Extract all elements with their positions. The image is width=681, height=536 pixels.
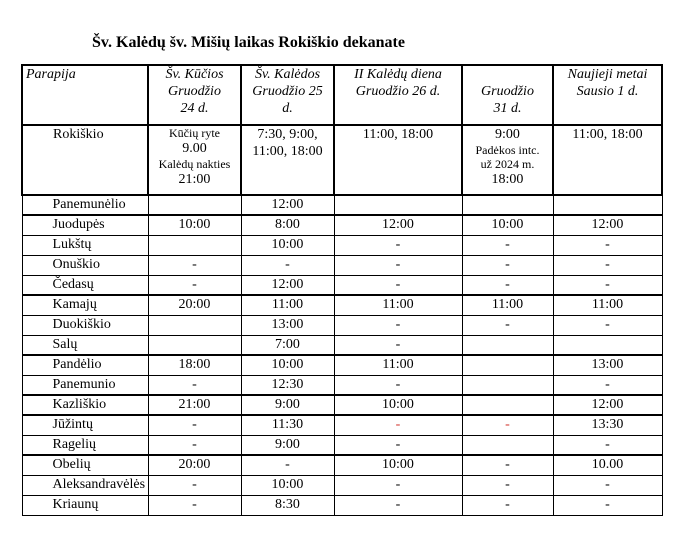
cell-dec-25: 12:30 xyxy=(241,375,334,395)
cell-dec-24: Kūčių ryte 9.00 Kalėdų nakties 21:00 xyxy=(148,125,241,195)
cell-dec-25: - xyxy=(241,455,334,475)
cell-dec-31: - xyxy=(462,475,553,495)
cell-jan-1: 13:30 xyxy=(553,415,662,435)
table-row xyxy=(22,315,662,335)
cell-jan-1: - xyxy=(553,255,662,275)
cell-dec-31: - xyxy=(462,455,553,475)
cell-dec-26: - xyxy=(334,475,462,495)
cell-dec-31: - xyxy=(462,275,553,295)
parish-name: Rokiškio xyxy=(22,125,148,195)
parish-name: Duokiškio xyxy=(22,315,148,335)
cell-dec-26: - xyxy=(334,375,462,395)
cell-dec-31: 11:00 xyxy=(462,295,553,315)
cell-dec-24: - xyxy=(148,275,241,295)
table-header-row xyxy=(22,65,662,125)
cell-dec-31 xyxy=(462,395,553,415)
cell-dec-26: 11:00 xyxy=(334,355,462,375)
cell-jan-1: - xyxy=(553,375,662,395)
cell-jan-1 xyxy=(553,335,662,355)
cell-dec-24: - xyxy=(148,415,241,435)
mass-schedule-table xyxy=(21,64,663,516)
cell-dec-24: - xyxy=(148,375,241,395)
parish-name: Jūžintų xyxy=(22,415,148,435)
cell-dec-25: 12:00 xyxy=(241,275,334,295)
cell-jan-1: - xyxy=(553,475,662,495)
table-row xyxy=(22,355,662,375)
table-row xyxy=(22,195,662,215)
cell-dec-26: - xyxy=(334,415,462,435)
cell-dec-24: - xyxy=(148,495,241,515)
cell-jan-1: - xyxy=(553,275,662,295)
cell-dec-26: 10:00 xyxy=(334,455,462,475)
cell-dec-25: 11:30 xyxy=(241,415,334,435)
parish-name: Ragelių xyxy=(22,435,148,455)
header-dec-26: II Kalėdų diena Gruodžio 26 d. xyxy=(334,65,462,125)
table-row xyxy=(22,255,662,275)
table-row xyxy=(22,335,662,355)
cell-dec-25: 10:00 xyxy=(241,355,334,375)
header-dec-25: Šv. Kalėdos Gruodžio 25 d. xyxy=(241,65,334,125)
cell-dec-31 xyxy=(462,195,553,215)
header-jan-1: Naujieji metai Sausio 1 d. xyxy=(553,65,662,125)
cell-dec-24 xyxy=(148,315,241,335)
cell-jan-1: - xyxy=(553,495,662,515)
page-title: Šv. Kalėdų šv. Mišių laikas Rokiškio dekanate xyxy=(92,34,405,51)
cell-dec-24 xyxy=(148,235,241,255)
cell-jan-1: 10.00 xyxy=(553,455,662,475)
table-row xyxy=(22,455,662,475)
parish-name: Čedasų xyxy=(22,275,148,295)
parish-name: Lukštų xyxy=(22,235,148,255)
cell-dec-24: 18:00 xyxy=(148,355,241,375)
table-row xyxy=(22,495,662,515)
cell-dec-25: 8:00 xyxy=(241,215,334,235)
cell-dec-31: - xyxy=(462,415,553,435)
cell-dec-24: 20:00 xyxy=(148,455,241,475)
parish-name: Onuškio xyxy=(22,255,148,275)
cell-dec-26: - xyxy=(334,495,462,515)
cell-dec-25: 7:30, 9:00, 11:00, 18:00 xyxy=(241,125,334,195)
cell-dec-31 xyxy=(462,335,553,355)
cell-dec-25: 7:00 xyxy=(241,335,334,355)
parish-name: Salų xyxy=(22,335,148,355)
parish-name: Kazliškio xyxy=(22,395,148,415)
cell-dec-25: 9:00 xyxy=(241,395,334,415)
table-row xyxy=(22,275,662,295)
cell-dec-25: 11:00 xyxy=(241,295,334,315)
cell-dec-31: 10:00 xyxy=(462,215,553,235)
cell-jan-1: 13:00 xyxy=(553,355,662,375)
cell-dec-31 xyxy=(462,355,553,375)
parish-name: Panemunėlio xyxy=(22,195,148,215)
table-row xyxy=(22,435,662,455)
header-dec-31: Gruodžio 31 d. xyxy=(462,65,553,125)
cell-dec-24: 21:00 xyxy=(148,395,241,415)
cell-dec-25: 9:00 xyxy=(241,435,334,455)
cell-dec-26: - xyxy=(334,235,462,255)
cell-dec-25: 13:00 xyxy=(241,315,334,335)
parish-name: Panemunio xyxy=(22,375,148,395)
cell-jan-1: 11:00 xyxy=(553,295,662,315)
cell-dec-25: 12:00 xyxy=(241,195,334,215)
table-row xyxy=(22,475,662,495)
cell-jan-1: 11:00, 18:00 xyxy=(553,125,662,195)
cell-dec-31: - xyxy=(462,235,553,255)
table-row xyxy=(22,395,662,415)
cell-dec-31: 9:00 Padėkos intc. už 2024 m. 18:00 xyxy=(462,125,553,195)
cell-dec-26: - xyxy=(334,435,462,455)
header-parish: Parapija xyxy=(22,65,148,125)
cell-dec-24: - xyxy=(148,475,241,495)
cell-jan-1: - xyxy=(553,235,662,255)
cell-jan-1: 12:00 xyxy=(553,215,662,235)
table-row-rokiskis xyxy=(22,125,662,195)
cell-jan-1: - xyxy=(553,315,662,335)
cell-dec-24: 10:00 xyxy=(148,215,241,235)
parish-name: Kamajų xyxy=(22,295,148,315)
cell-dec-25: - xyxy=(241,255,334,275)
cell-dec-31 xyxy=(462,375,553,395)
cell-dec-31 xyxy=(462,435,553,455)
cell-dec-24: - xyxy=(148,435,241,455)
cell-dec-26: 12:00 xyxy=(334,215,462,235)
cell-dec-24: - xyxy=(148,255,241,275)
cell-dec-24: 20:00 xyxy=(148,295,241,315)
header-dec-24: Šv. Kūčios Gruodžio 24 d. xyxy=(148,65,241,125)
parish-name: Obelių xyxy=(22,455,148,475)
cell-jan-1: 12:00 xyxy=(553,395,662,415)
cell-dec-31: - xyxy=(462,255,553,275)
cell-dec-26: - xyxy=(334,335,462,355)
cell-dec-24 xyxy=(148,335,241,355)
parish-name: Pandėlio xyxy=(22,355,148,375)
cell-dec-26: - xyxy=(334,255,462,275)
cell-dec-25: 10:00 xyxy=(241,475,334,495)
cell-jan-1 xyxy=(553,195,662,215)
parish-name: Juodupės xyxy=(22,215,148,235)
cell-dec-26: - xyxy=(334,315,462,335)
cell-jan-1: - xyxy=(553,435,662,455)
cell-dec-26 xyxy=(334,195,462,215)
table-row xyxy=(22,215,662,235)
cell-dec-26: 11:00 xyxy=(334,295,462,315)
table-row xyxy=(22,375,662,395)
cell-dec-26: - xyxy=(334,275,462,295)
cell-dec-25: 8:30 xyxy=(241,495,334,515)
parish-name: Kriaunų xyxy=(22,495,148,515)
parish-name: Aleksandravėlės xyxy=(22,475,148,495)
cell-dec-31: - xyxy=(462,315,553,335)
table-row xyxy=(22,415,662,435)
cell-dec-26: 10:00 xyxy=(334,395,462,415)
cell-dec-25: 10:00 xyxy=(241,235,334,255)
cell-dec-26: 11:00, 18:00 xyxy=(334,125,462,195)
cell-dec-24 xyxy=(148,195,241,215)
table-row xyxy=(22,295,662,315)
table-row xyxy=(22,235,662,255)
cell-dec-31: - xyxy=(462,495,553,515)
